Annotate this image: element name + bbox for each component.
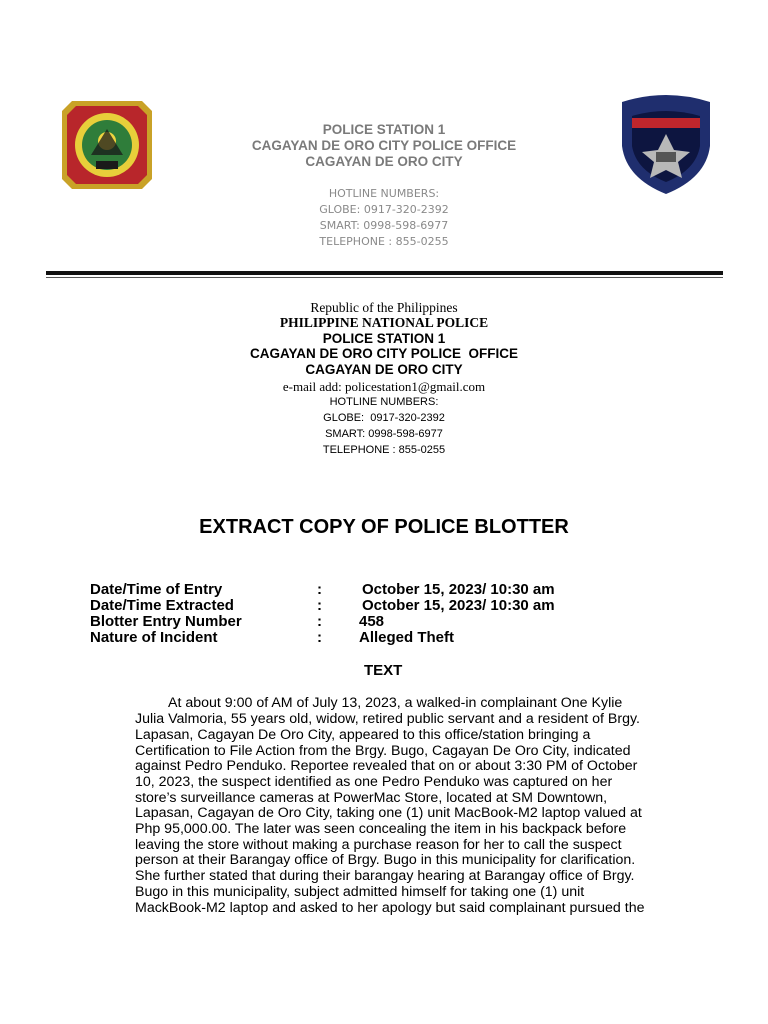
- header-divider: [46, 271, 723, 275]
- field-colon-entry: :: [317, 581, 322, 598]
- header-divider-thin: [46, 277, 723, 278]
- body-line: leaving the store without making a purchase reason for her to call the suspect: [135, 837, 622, 853]
- field-value-extracted: October 15, 2023/ 10:30 am: [362, 597, 555, 614]
- station-line: POLICE STATION 1: [322, 331, 446, 346]
- field-value-entry: October 15, 2023/ 10:30 am: [362, 581, 555, 598]
- body-line: MackBook-M2 laptop and asked to her apology but said complainant pursued the: [135, 900, 645, 916]
- body-line: She further stated that during their barangay hearing at Barangay office of Brgy.: [135, 868, 635, 884]
- letterhead-city: CAGAYAN DE ORO CITY: [305, 154, 463, 169]
- field-colon-extracted: :: [317, 597, 322, 614]
- pnp-seal-logo: [58, 97, 156, 193]
- hotline-telephone: TELEPHONE : 855-0255: [322, 444, 446, 456]
- body-line: person at their Barangay office of Brgy. Bugo in this municipality for clarification.: [135, 852, 636, 868]
- city-police-badge-logo: [614, 94, 718, 196]
- letterhead-telephone: TELEPHONE : 855-0255: [319, 235, 449, 248]
- body-line: At about 9:00 of AM of July 13, 2023, a walked-in complainant One Kylie: [168, 695, 623, 711]
- body-line: Certification to File Action from the Brgy. Bugo, Cagayan De Oro City, indicated: [135, 743, 631, 759]
- document-title: EXTRACT COPY OF POLICE BLOTTER: [199, 516, 569, 538]
- field-label-extracted: Date/Time Extracted: [90, 597, 234, 614]
- field-colon-entry-number: :: [317, 613, 322, 630]
- republic-line: Republic of the Philippines: [310, 300, 458, 315]
- field-label-nature: Nature of Incident: [90, 629, 218, 646]
- body-line: Lapasan, Cagayan de Oro City, taking one (1) unit MacBook-M2 laptop valued at: [135, 805, 642, 821]
- field-value-entry-number: 458: [359, 613, 385, 630]
- letterhead-globe: GLOBE: 0917-320-2392: [319, 203, 449, 216]
- email-line: e-mail add: policestation1@gmail.com: [282, 379, 486, 394]
- text-heading: TEXT: [364, 662, 403, 679]
- letterhead-hotline-title: HOTLINE NUMBERS:: [328, 187, 440, 200]
- body-line: store’s surveillance cameras at PowerMac Store, located at SM Downtown,: [135, 790, 608, 806]
- body-line: Bugo in this municipality, subject admitted himself for taking one (1) unit: [135, 884, 585, 900]
- body-line: Php 95,000.00. The later was seen concealing the item in his backpack before: [135, 821, 627, 837]
- hotline-globe: GLOBE: 0917-320-2392: [323, 412, 445, 424]
- hotline-smart: SMART: 0998-598-6977: [325, 428, 443, 440]
- body-line: Lapasan, Cagayan De Oro City, appeared to this office/station bringing a: [135, 727, 591, 743]
- field-value-nature: Alleged Theft: [359, 629, 455, 646]
- body-line: Julia Valmoria, 55 years old, widow, retired public servant and a resident of Brgy.: [135, 711, 640, 727]
- field-label-entry-number: Blotter Entry Number: [90, 613, 242, 630]
- body-line: against Pedro Penduko. Reportee revealed that on or about 3:30 PM of October: [135, 758, 638, 774]
- city-line: CAGAYAN DE ORO CITY: [305, 362, 463, 377]
- letterhead-office: CAGAYAN DE ORO CITY POLICE OFFICE: [251, 138, 517, 153]
- pnp-line: PHILIPPINE NATIONAL POLICE: [279, 315, 489, 330]
- letterhead-station: POLICE STATION 1: [322, 122, 446, 137]
- field-label-entry: Date/Time of Entry: [90, 581, 223, 598]
- office-line: CAGAYAN DE ORO CITY POLICE OFFICE: [249, 346, 519, 361]
- body-line: 10, 2023, the suspect identified as one Pedro Penduko was captured on her: [135, 774, 613, 790]
- letterhead-smart: SMART: 0998-598-6977: [319, 219, 449, 232]
- field-colon-nature: :: [317, 629, 322, 646]
- hotline-title: HOTLINE NUMBERS:: [329, 396, 439, 408]
